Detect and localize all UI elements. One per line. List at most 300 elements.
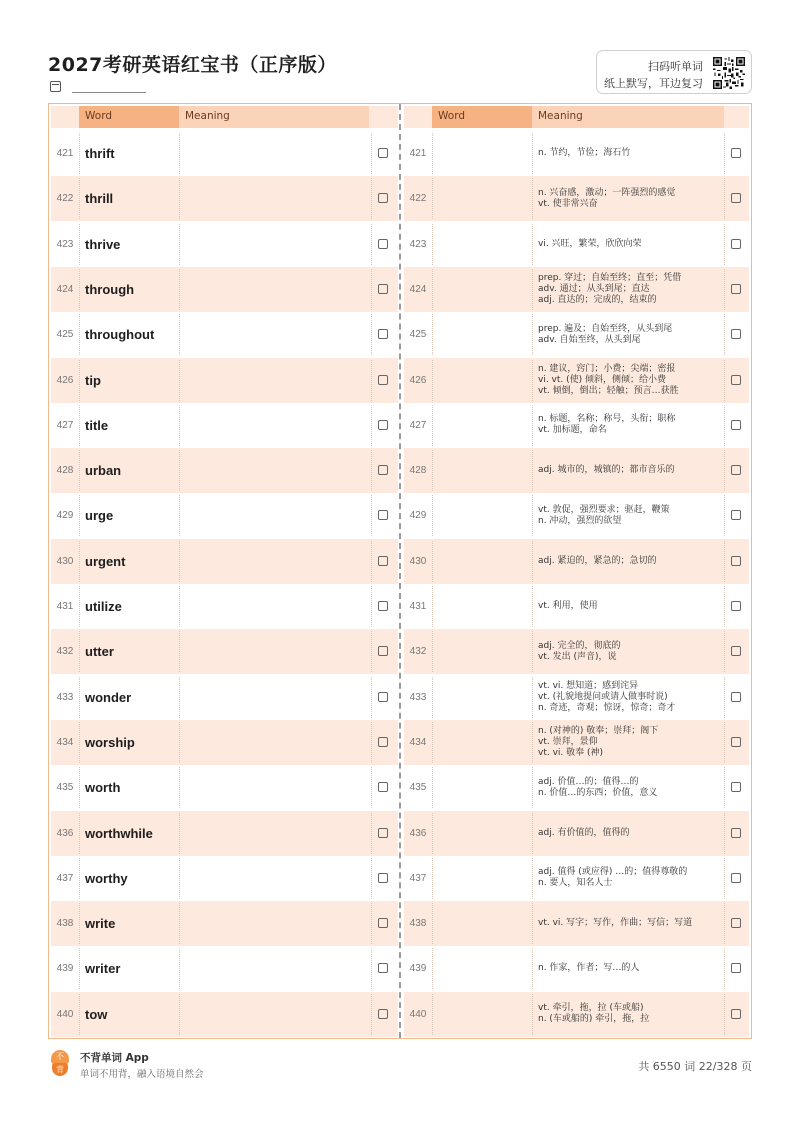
- word-text: tow: [85, 1006, 108, 1022]
- word-blank[interactable]: [434, 675, 530, 720]
- column-divider: [371, 722, 372, 763]
- word-blank[interactable]: [434, 448, 530, 493]
- meaning-line: adj. 值得 (或应得) …的；值得尊敬的: [538, 867, 688, 878]
- column-divider: [79, 360, 80, 401]
- word-blank[interactable]: [434, 720, 530, 765]
- table-row: [404, 267, 749, 312]
- column-divider: [179, 405, 180, 446]
- checkbox[interactable]: [731, 601, 741, 611]
- meaning-text: [538, 992, 728, 1037]
- column-divider: [724, 133, 725, 174]
- column-divider: [179, 586, 180, 627]
- column-divider: [371, 631, 372, 672]
- meaning-text: [538, 131, 728, 176]
- row-number: 427: [409, 419, 427, 431]
- row-number: 437: [56, 872, 74, 884]
- table-row: [51, 720, 398, 765]
- column-divider: [179, 903, 180, 944]
- column-divider: [724, 813, 725, 854]
- column-divider: [179, 813, 180, 854]
- word-blank[interactable]: [434, 992, 530, 1037]
- row-number: 435: [56, 782, 74, 794]
- column-divider: [724, 858, 725, 899]
- column-divider: [371, 767, 372, 808]
- column-divider: [179, 858, 180, 899]
- checkbox[interactable]: [731, 193, 741, 203]
- meaning-line: vi. vt. (使) 倾斜，侧倾；给小费: [538, 374, 667, 385]
- table-row: [404, 720, 749, 765]
- column-divider: [79, 903, 80, 944]
- meaning-line: vt. 崇拜，景仰: [538, 736, 598, 747]
- checkbox[interactable]: [378, 963, 388, 973]
- column-divider: [532, 224, 533, 265]
- checkbox[interactable]: [378, 692, 388, 702]
- row-number: 438: [56, 918, 74, 930]
- meaning-line: n. 建议，窍门；小费；尖端；密报: [538, 363, 676, 374]
- meaning-line: n. (对神的) 敬奉；崇拜；阁下: [538, 725, 659, 736]
- checkbox[interactable]: [731, 375, 741, 385]
- column-divider: [179, 994, 180, 1035]
- column-divider: [79, 450, 80, 491]
- row-number: 421: [409, 148, 427, 159]
- meaning-line: adj. 紧迫的，紧急的；急切的: [538, 555, 657, 566]
- row-number: 429: [56, 510, 74, 522]
- table-row: [404, 358, 749, 403]
- checkbox[interactable]: [378, 420, 388, 430]
- word-blank[interactable]: [434, 629, 530, 674]
- qr-code-icon[interactable]: [713, 57, 745, 89]
- row-number: 439: [56, 963, 74, 975]
- meaning-text: [538, 720, 728, 765]
- table-row: [404, 539, 749, 584]
- meaning-text: [538, 856, 728, 901]
- word-text: write: [85, 916, 116, 932]
- column-divider: [179, 677, 180, 718]
- meaning-text: [538, 312, 728, 357]
- meaning-blank[interactable]: [181, 358, 369, 403]
- column-divider: [371, 178, 372, 219]
- checkbox[interactable]: [731, 963, 741, 973]
- word-blank[interactable]: [434, 403, 530, 448]
- column-divider: [179, 314, 180, 355]
- meaning-blank[interactable]: [181, 222, 369, 267]
- header-meaning: Meaning: [532, 106, 724, 128]
- checkbox[interactable]: [378, 873, 388, 883]
- column-divider: [432, 994, 433, 1035]
- column-divider: [371, 314, 372, 355]
- meaning-blank[interactable]: [181, 539, 369, 584]
- column-divider: [179, 224, 180, 265]
- word-text: worship: [85, 734, 135, 750]
- table-row: [51, 448, 398, 493]
- checkbox[interactable]: [731, 782, 741, 792]
- meaning-line: adj. 价值…的；值得…的: [538, 776, 639, 787]
- meaning-text: [538, 222, 728, 267]
- meaning-blank[interactable]: [181, 403, 369, 448]
- column-divider: [79, 269, 80, 310]
- row-number: 429: [409, 510, 427, 522]
- word-blank[interactable]: [434, 765, 530, 810]
- logo-top: 不: [51, 1050, 69, 1064]
- fold-divider: [399, 104, 401, 1038]
- row-number: 436: [409, 827, 427, 839]
- column-divider: [724, 994, 725, 1035]
- row-number: 439: [409, 963, 427, 975]
- meaning-line: adj. 有价值的，值得的: [538, 827, 630, 838]
- checkbox[interactable]: [378, 1009, 388, 1019]
- meaning-line: n. 要人，知名人士: [538, 878, 613, 889]
- row-number: 428: [409, 465, 427, 477]
- meaning-text: [538, 403, 728, 448]
- meaning-line: vt. 使非常兴奋: [538, 198, 598, 209]
- column-divider: [79, 541, 80, 582]
- column-divider: [532, 314, 533, 355]
- word-blank[interactable]: [434, 131, 530, 176]
- word-text: urban: [85, 463, 122, 479]
- table-row: [404, 901, 749, 946]
- meaning-line: adj. 完全的，彻底的: [538, 640, 621, 651]
- word-blank[interactable]: [434, 358, 530, 403]
- meaning-blank[interactable]: [181, 765, 369, 810]
- column-divider: [532, 631, 533, 672]
- checkbox[interactable]: [378, 375, 388, 385]
- checkbox[interactable]: [731, 1009, 741, 1019]
- page-indicator: 共 6550 词 22/328 页: [638, 1060, 752, 1073]
- word-column-panel: [51, 106, 398, 1036]
- row-number: 422: [56, 193, 74, 205]
- column-divider: [532, 948, 533, 989]
- checkbox[interactable]: [378, 556, 388, 566]
- table-row: [404, 675, 749, 720]
- table-row: [51, 765, 398, 810]
- table-row: [51, 493, 398, 538]
- column-divider: [79, 813, 80, 854]
- checkbox[interactable]: [731, 239, 741, 249]
- meaning-blank[interactable]: [181, 856, 369, 901]
- meaning-text: [538, 811, 728, 856]
- row-number: 428: [56, 465, 74, 477]
- column-divider: [371, 948, 372, 989]
- meaning-blank[interactable]: [181, 312, 369, 357]
- meaning-line: vt. 加标题，命名: [538, 425, 607, 436]
- word-blank[interactable]: [434, 222, 530, 267]
- column-divider: [724, 314, 725, 355]
- date-field[interactable]: [50, 80, 150, 94]
- column-divider: [724, 224, 725, 265]
- meaning-text: [538, 765, 728, 810]
- column-divider: [432, 178, 433, 219]
- table-row: [51, 629, 398, 674]
- column-divider: [432, 224, 433, 265]
- column-divider: [432, 813, 433, 854]
- column-divider: [432, 314, 433, 355]
- row-number: 431: [56, 601, 74, 612]
- checkbox[interactable]: [378, 148, 388, 158]
- column-divider: [179, 722, 180, 763]
- word-blank[interactable]: [434, 901, 530, 946]
- table-row: [404, 946, 749, 991]
- checkbox[interactable]: [731, 329, 741, 339]
- meaning-blank[interactable]: [181, 267, 369, 312]
- table-row: [404, 403, 749, 448]
- table-row: [404, 765, 749, 810]
- meaning-line: n. 节约，节俭；海石竹: [538, 148, 631, 158]
- column-divider: [179, 133, 180, 174]
- column-divider: [532, 994, 533, 1035]
- meaning-blank[interactable]: [181, 946, 369, 991]
- row-number: 440: [409, 1008, 427, 1020]
- row-number: 427: [56, 419, 74, 431]
- column-divider: [532, 133, 533, 174]
- checkbox[interactable]: [378, 918, 388, 928]
- meaning-line: vt. 倾倒，倒出；轻触；预言…获胜: [538, 385, 679, 396]
- meaning-text: [538, 539, 728, 584]
- meaning-line: n. 价值…的东西；价值，意义: [538, 787, 658, 798]
- word-text: tip: [85, 372, 101, 388]
- word-blank[interactable]: [434, 811, 530, 856]
- column-divider: [179, 178, 180, 219]
- meaning-line: vt. 牵引，拖，拉 (车或船): [538, 1003, 644, 1014]
- column-divider: [532, 360, 533, 401]
- table-row: [404, 176, 749, 221]
- checkbox[interactable]: [378, 646, 388, 656]
- column-divider: [432, 903, 433, 944]
- column-divider: [179, 767, 180, 808]
- meaning-text: [538, 584, 728, 629]
- table-row: [51, 176, 398, 221]
- word-blank[interactable]: [434, 312, 530, 357]
- column-divider: [432, 767, 433, 808]
- table-row: [51, 811, 398, 856]
- checkbox[interactable]: [378, 601, 388, 611]
- app-logo: [51, 1050, 71, 1076]
- meaning-text: [538, 176, 728, 221]
- column-divider: [532, 450, 533, 491]
- word-blank[interactable]: [434, 267, 530, 312]
- column-divider: [724, 495, 725, 536]
- column-divider: [179, 360, 180, 401]
- word-text: worthy: [85, 870, 128, 886]
- column-divider: [532, 269, 533, 310]
- column-divider: [532, 722, 533, 763]
- meaning-line: n. 标题，名称；称号，头衔；职称: [538, 414, 676, 425]
- meaning-text: [538, 629, 728, 674]
- checkbox[interactable]: [731, 420, 741, 430]
- meaning-text: [538, 267, 728, 312]
- meaning-blank[interactable]: [181, 901, 369, 946]
- meaning-line: vi. 兴旺，繁荣，欣欣向荣: [538, 238, 642, 249]
- table-row: [404, 629, 749, 674]
- column-divider: [432, 450, 433, 491]
- row-number: 440: [56, 1008, 74, 1020]
- word-blank[interactable]: [434, 584, 530, 629]
- checkbox[interactable]: [731, 828, 741, 838]
- checkbox[interactable]: [731, 148, 741, 158]
- column-divider: [724, 948, 725, 989]
- word-text: worthwhile: [85, 825, 153, 841]
- column-divider: [432, 541, 433, 582]
- checkbox[interactable]: [378, 284, 388, 294]
- column-divider: [432, 133, 433, 174]
- column-divider: [432, 722, 433, 763]
- row-number: 425: [409, 329, 427, 341]
- row-number: 430: [409, 555, 427, 567]
- table-row: [404, 493, 749, 538]
- meaning-line: vt. 发出 (声音)，说: [538, 651, 617, 662]
- meaning-line: n. 冲动，强烈的欲望: [538, 515, 622, 526]
- meaning-blank[interactable]: [181, 493, 369, 538]
- column-divider: [532, 541, 533, 582]
- checkbox[interactable]: [378, 329, 388, 339]
- row-number: 423: [56, 238, 74, 250]
- column-divider: [371, 450, 372, 491]
- checkbox[interactable]: [378, 828, 388, 838]
- column-divider: [532, 405, 533, 446]
- word-blank[interactable]: [434, 539, 530, 584]
- header-meaning: Meaning: [179, 106, 369, 128]
- row-number: 426: [409, 374, 427, 386]
- meaning-blank[interactable]: [181, 448, 369, 493]
- table-row: [404, 811, 749, 856]
- column-divider: [179, 269, 180, 310]
- checkbox[interactable]: [731, 510, 741, 520]
- word-text: thrill: [85, 191, 114, 207]
- column-divider: [724, 903, 725, 944]
- checkbox[interactable]: [378, 510, 388, 520]
- checkbox[interactable]: [378, 737, 388, 747]
- column-divider: [432, 360, 433, 401]
- checkbox[interactable]: [731, 465, 741, 475]
- word-text: title: [85, 417, 109, 433]
- column-divider: [432, 677, 433, 718]
- meaning-line: n. 兴奋感，激动；一阵强烈的感觉: [538, 187, 676, 198]
- header-word: Word: [79, 106, 179, 128]
- qr-caption-review: 纸上默写，耳边复习: [604, 77, 703, 90]
- meaning-line: vt. (礼貌地提问或请人做事时说): [538, 691, 668, 702]
- column-divider: [371, 360, 372, 401]
- column-divider: [179, 948, 180, 989]
- column-divider: [371, 541, 372, 582]
- word-text: utter: [85, 644, 114, 660]
- column-divider: [79, 405, 80, 446]
- column-divider: [179, 631, 180, 672]
- meaning-line: vt. vi. 写字；写作，作曲；写信；写道: [538, 918, 693, 929]
- word-blank[interactable]: [434, 493, 530, 538]
- word-blank[interactable]: [434, 856, 530, 901]
- checkbox[interactable]: [731, 873, 741, 883]
- table-row: [51, 539, 398, 584]
- row-number: 432: [409, 646, 427, 658]
- meaning-line: n. 作家，作者；写…的人: [538, 963, 640, 974]
- column-divider: [79, 495, 80, 536]
- row-number: 433: [409, 691, 427, 703]
- meaning-blank[interactable]: [181, 992, 369, 1037]
- column-divider: [371, 586, 372, 627]
- qr-caption-listen: 扫码听单词: [648, 60, 703, 73]
- column-divider: [724, 631, 725, 672]
- table-row: [404, 222, 749, 267]
- column-divider: [724, 269, 725, 310]
- column-divider: [371, 813, 372, 854]
- checkbox[interactable]: [378, 239, 388, 249]
- table-row: [404, 856, 749, 901]
- column-divider: [724, 767, 725, 808]
- row-number: 425: [56, 329, 74, 341]
- table-row: [404, 992, 749, 1037]
- column-divider: [79, 677, 80, 718]
- column-divider: [79, 631, 80, 672]
- meaning-blank[interactable]: [181, 811, 369, 856]
- column-divider: [79, 858, 80, 899]
- column-divider: [724, 541, 725, 582]
- checkbox[interactable]: [731, 692, 741, 702]
- meaning-line: n. (车或船的) 牵引，拖，拉: [538, 1014, 650, 1025]
- calendar-icon: [50, 81, 61, 92]
- meaning-line: adv. 通过；从头到尾；直达: [538, 283, 650, 294]
- word-text: thrift: [85, 146, 115, 161]
- column-divider: [79, 178, 80, 219]
- word-blank[interactable]: [434, 946, 530, 991]
- table-row: [51, 131, 398, 176]
- meaning-blank[interactable]: [181, 720, 369, 765]
- word-blank[interactable]: [434, 176, 530, 221]
- column-divider: [179, 450, 180, 491]
- column-divider: [432, 948, 433, 989]
- column-divider: [532, 813, 533, 854]
- checkbox[interactable]: [731, 918, 741, 928]
- word-text: utilize: [85, 599, 122, 614]
- checkbox[interactable]: [378, 465, 388, 475]
- meaning-line: n. 奇迹，奇观；惊讶，惊奇；奇才: [538, 702, 676, 713]
- meaning-blank[interactable]: [181, 675, 369, 720]
- column-divider: [371, 903, 372, 944]
- checkbox[interactable]: [731, 556, 741, 566]
- meaning-blank[interactable]: [181, 584, 369, 629]
- table-row: [51, 675, 398, 720]
- meaning-text: [538, 901, 728, 946]
- row-number: 431: [409, 601, 427, 612]
- column-divider: [532, 495, 533, 536]
- checkbox[interactable]: [731, 737, 741, 747]
- meaning-text: [538, 946, 728, 991]
- checkbox[interactable]: [731, 646, 741, 656]
- meaning-line: vt. vi. 敬奉 (神): [538, 747, 604, 758]
- table-row: [51, 267, 398, 312]
- word-text: urge: [85, 508, 114, 524]
- column-divider: [724, 722, 725, 763]
- table-row: [51, 358, 398, 403]
- vocabulary-sheet: [48, 103, 752, 1039]
- checkbox[interactable]: [378, 193, 388, 203]
- qr-code-panel[interactable]: [596, 50, 752, 94]
- row-number: 438: [409, 918, 427, 930]
- column-divider: [371, 495, 372, 536]
- column-divider: [79, 722, 80, 763]
- word-text: through: [85, 281, 135, 297]
- checkbox[interactable]: [731, 284, 741, 294]
- table-row: [51, 946, 398, 991]
- table-row: [51, 584, 398, 629]
- meaning-blank[interactable]: [181, 176, 369, 221]
- row-number: 434: [56, 736, 74, 748]
- row-number: 436: [56, 827, 74, 839]
- column-divider: [432, 631, 433, 672]
- meaning-text: [538, 358, 728, 403]
- meaning-blank[interactable]: [181, 131, 369, 176]
- checkbox[interactable]: [378, 782, 388, 792]
- row-number: 432: [56, 646, 74, 658]
- meaning-blank[interactable]: [181, 629, 369, 674]
